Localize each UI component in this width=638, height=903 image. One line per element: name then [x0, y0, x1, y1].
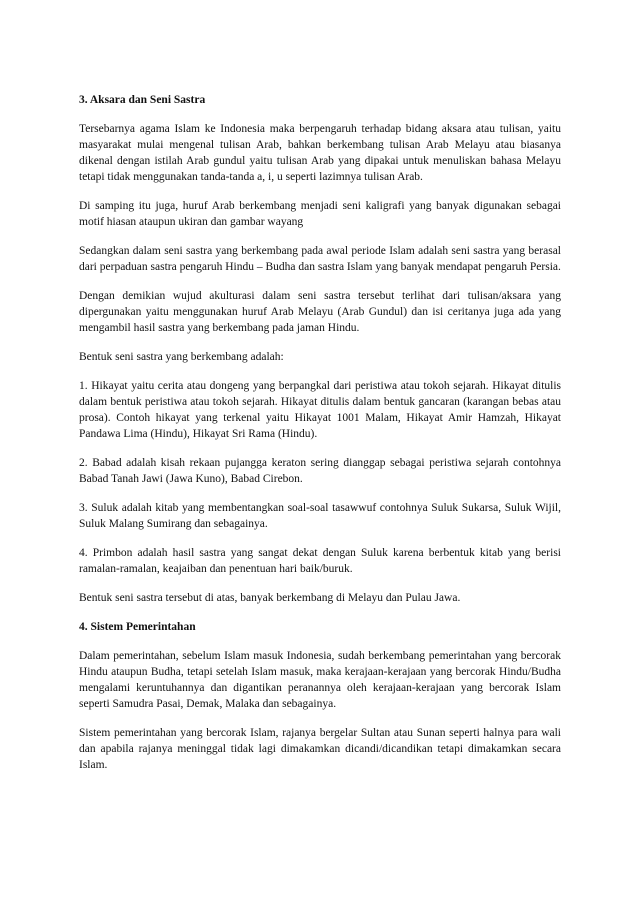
paragraph-seni-sastra-awal: Sedangkan dalam seni sastra yang berkembang pada awal periode Islam adalah seni sastra yang berasal dari perpaduan sastra pengaruh Hindu – Budha dan sastra Islam yang banyak mendapat pengaruh Persia.	[79, 245, 561, 273]
paragraph-wujud-akulturasi: Dengan demikian wujud akulturasi dalam seni sastra tersebut terlihat dari tulisan/aksara yang dipergunakan yaitu menggunakan huruf Arab Melayu (Arab Gundul) dan isi ceritanya juga ada yang mengambil hasil sastra yang berkembang pada jaman Hindu.	[79, 290, 561, 334]
paragraph-pemerintahan-sebelum-islam: Dalam pemerintahan, sebelum Islam masuk Indonesia, sudah berkembang pemerintahan yang bercorak Hindu ataupun Budha, tetapi setelah Islam masuk, maka kerajaan-kerajaan yang bercorak Hindu/Budha mengalami keruntuhannya dan digantikan peranannya oleh kerajaan-kerajaan yang bercorak Islam seperti Samudra Pasai, Demak, Malaka dan sebagainya.	[79, 650, 561, 710]
paragraph-sastra-melayu-jawa: Bentuk seni sastra tersebut di atas, banyak berkembang di Melayu dan Pulau Jawa.	[79, 592, 461, 604]
list-item-babad: 2. Babad adalah kisah rekaan pujangga keraton sering dianggap sebagai peristiwa sejarah contohnya Babad Tanah Jawi (Jawa Kuno), Babad Cirebon.	[79, 457, 561, 485]
section-heading-sistem-pemerintahan: 4. Sistem Pemerintahan	[79, 621, 196, 633]
list-item-hikayat: 1. Hikayat yaitu cerita atau dongeng yang berpangkal dari peristiwa atau tokoh sejarah. Hikayat ditulis dalam bentuk peristiwa atau tokoh sejarah. Hikayat ditulis dalam bentuk gancaran (karangan bebas atau prosa). Contoh hikayat yang terkenal yaitu Hikayat 1001 Malam, Hikayat Amir Hamzah, Hikayat Pandawa Lima (Hindu), Hikayat Sri Rama (Hindu).	[79, 380, 561, 440]
paragraph-bentuk-seni-sastra-intro: Bentuk seni sastra yang berkembang adalah:	[79, 351, 284, 363]
paragraph-pemerintahan-bercorak-islam: Sistem pemerintahan yang bercorak Islam, rajanya bergelar Sultan atau Sunan seperti halnya para wali dan apabila rajanya meninggal tidak lagi dimakamkan dicandi/dicandikan tetapi dimakamkan secara Islam.	[79, 727, 561, 771]
list-item-suluk: 3. Suluk adalah kitab yang membentangkan soal-soal tasawwuf contohnya Suluk Sukarsa, Suluk Wijil, Suluk Malang Sumirang dan sebagainya.	[79, 502, 561, 530]
section-heading-aksara-seni-sastra: 3. Aksara dan Seni Sastra	[79, 94, 206, 106]
document-page	[79, 92, 561, 786]
paragraph-seni-kaligrafi: Di samping itu juga, huruf Arab berkembang menjadi seni kaligrafi yang banyak digunakan sebagai motif hiasan ataupun ukiran dan gambar wayang	[79, 200, 561, 228]
list-item-primbon: 4. Primbon adalah hasil sastra yang sangat dekat dengan Suluk karena berbentuk kitab yang berisi ramalan-ramalan, keajaiban dan penentuan hari baik/buruk.	[79, 547, 561, 575]
paragraph-aksara-arab-melayu: Tersebarnya agama Islam ke Indonesia maka berpengaruh terhadap bidang aksara atau tulisan, yaitu masyarakat mulai mengenal tulisan Arab, bahkan berkembang tulisan Arab Melayu atau biasanya dikenal dengan istilah Arab gundul yaitu tulisan Arab yang dipakai untuk menuliskan bahasa Melayu tetapi tidak menggunakan tanda-tanda a, i, u seperti lazimnya tulisan Arab.	[79, 123, 561, 183]
